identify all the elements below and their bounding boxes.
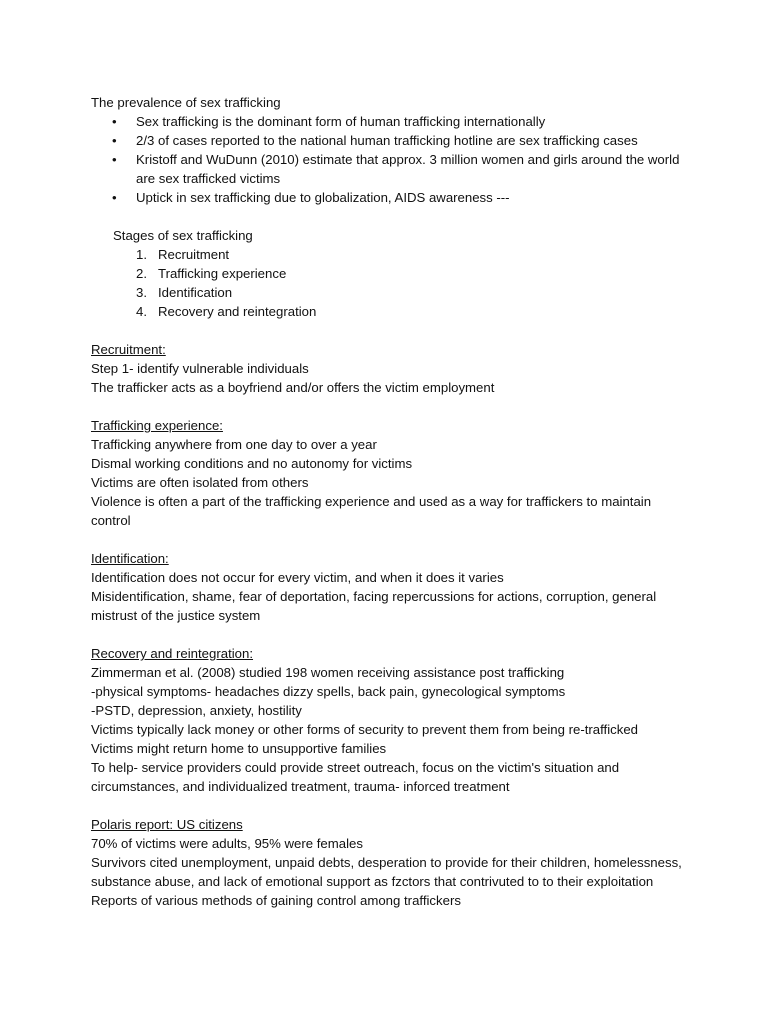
stage-item	[91, 302, 691, 321]
stage-number: 1.	[136, 247, 147, 262]
section-line: Survivors cited unemployment, unpaid debts, desperation to provide for their children, homelessness, substance abuse, and lack of emotional support as fzctors that contrivuted to to their exploitation	[91, 855, 682, 889]
stage-item	[91, 264, 691, 283]
section-line: Dismal working conditions and no autonomy for victims	[91, 456, 413, 471]
section-heading-identification: Identification:	[91, 551, 169, 566]
section-line: Step 1- identify vulnerable individuals	[91, 361, 309, 376]
stage-number: 2.	[136, 266, 147, 281]
section-line: The trafficker acts as a boyfriend and/or offers the victim employment	[91, 380, 495, 395]
section-heading-polaris-report: Polaris report: US citizens	[91, 817, 243, 832]
section-heading-recovery: Recovery and reintegration:	[91, 646, 254, 661]
stage-label: Trafficking experience	[158, 266, 287, 281]
stage-label: Recruitment	[158, 247, 230, 262]
stage-item	[91, 283, 691, 302]
section-line: Zimmerman et al. (2008) studied 198 women receiving assistance post trafficking	[91, 665, 565, 680]
section-line: 70% of victims were adults, 95% were females	[91, 836, 363, 851]
stage-item	[91, 245, 691, 264]
section-line: To help- service providers could provide street outreach, focus on the victim's situation and circumstances, and individualized treatment, trauma- inforced treatment	[91, 760, 620, 794]
spacer	[91, 397, 691, 416]
stages-title: Stages of sex trafficking	[113, 228, 253, 243]
section-line: Victims typically lack money or other forms of security to prevent them from being re-trafficked	[91, 722, 638, 737]
spacer	[91, 796, 691, 815]
section-line: Violence is often a part of the trafficking experience and used as a way for traffickers to maintain control	[91, 494, 652, 528]
spacer	[91, 321, 691, 340]
intro-title: The prevalence of sex trafficking	[91, 95, 281, 110]
section-heading-recruitment: Recruitment:	[91, 342, 166, 357]
stage-label: Identification	[158, 285, 233, 300]
section-line: Reports of various methods of gaining control among traffickers	[91, 893, 461, 908]
spacer	[91, 625, 691, 644]
bullet-item: • Kristoff and WuDunn (2010) estimate that approx. 3 million women and girls around the world are sex trafficked victims	[91, 150, 691, 188]
spacer	[91, 207, 691, 226]
document-body	[91, 93, 691, 910]
stage-number: 4.	[136, 304, 147, 319]
bullet-item: • Sex trafficking is the dominant form of human trafficking internationally	[91, 112, 691, 131]
section-heading-trafficking-experience: Trafficking experience:	[91, 418, 223, 433]
bullet-item: • 2/3 of cases reported to the national human trafficking hotline are sex trafficking cases	[91, 131, 691, 150]
stage-label: Recovery and reintegration	[158, 304, 317, 319]
section-line: Victims might return home to unsupportive families	[91, 741, 387, 756]
stages-list	[91, 245, 691, 321]
intro-bullet-list	[91, 112, 691, 207]
spacer	[91, 530, 691, 549]
section-line: -PSTD, depression, anxiety, hostility	[91, 703, 302, 718]
section-line: Trafficking anywhere from one day to over a year	[91, 437, 377, 452]
section-line: Identification does not occur for every victim, and when it does it varies	[91, 570, 504, 585]
bullet-item: • Uptick in sex trafficking due to globalization, AIDS awareness ---	[91, 188, 691, 207]
section-line: Misidentification, shame, fear of deportation, facing repercussions for actions, corruption, general mistrust of the justice system	[91, 589, 657, 623]
stage-number: 3.	[136, 285, 147, 300]
section-line: Victims are often isolated from others	[91, 475, 309, 490]
section-line: -physical symptoms- headaches dizzy spells, back pain, gynecological symptoms	[91, 684, 566, 699]
